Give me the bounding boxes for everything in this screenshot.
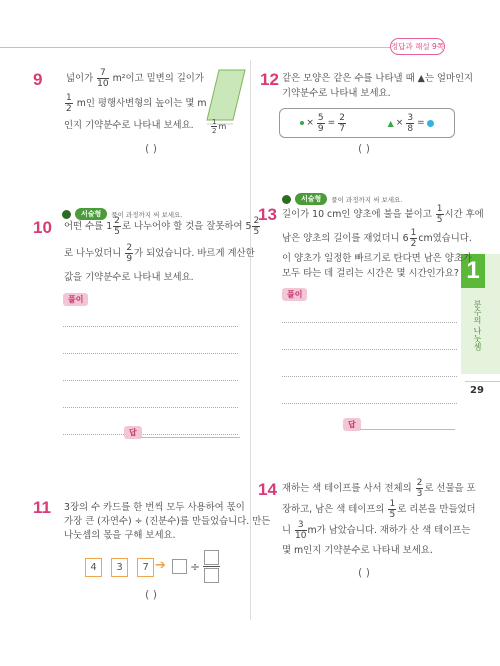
- question-number: 13: [258, 205, 277, 224]
- question-text: 장하고, 남은 색 테이프의 $\frac{1}{5}$ 로 리본을 만들었더: [282, 499, 476, 520]
- answer-label: 답: [124, 426, 142, 439]
- question-text: 로 나누었더니 $\frac{2}{9}$ 가 되었습니다. 바르게 계산한: [64, 243, 255, 264]
- triangle-icon: ▲: [387, 118, 394, 128]
- number-card[interactable]: 3: [111, 558, 128, 577]
- page-number-rule: [465, 381, 500, 382]
- question-number: 11: [33, 498, 51, 517]
- solution-lines[interactable]: [282, 296, 457, 404]
- answer-blank[interactable]: ( ): [145, 142, 158, 155]
- question-text: 인지 기약분수로 나타내 보세요.: [64, 120, 194, 131]
- answer-line[interactable]: [360, 429, 455, 430]
- answer-label: 답: [343, 418, 361, 431]
- answer-line[interactable]: [140, 437, 240, 438]
- question-text: 모두 타는 데 걸리는 시간은 몇 시간인가요?: [282, 268, 459, 279]
- question-text: $\frac{1}{2}$ m인 평행사변형의 높이는 몇 m: [66, 93, 207, 114]
- solution-label: 풀이: [63, 293, 88, 306]
- equation-box: [279, 108, 455, 138]
- question-number: 9: [33, 70, 43, 89]
- question-text: 어떤 수를 1 $\frac{2}{5}$ 로 나누어야 할 것을 잘못하여 5 $\frac{2}{5}$: [64, 216, 260, 237]
- numerator-box[interactable]: [204, 550, 219, 565]
- denominator-box[interactable]: [204, 568, 219, 583]
- circle-icon: [427, 120, 434, 127]
- arrow-icon: ➔: [155, 558, 166, 573]
- equation-1: × $\frac{5}{9}$ = $\frac{2}{7}$: [300, 113, 347, 134]
- question-text: 남은 양초의 길이를 재었더니 6 $\frac{1}{2}$ cm였습니다.: [282, 228, 472, 249]
- question-text: 재하는 색 테이프를 사서 전체의 $\frac{2}{3}$ 로 선물을 포: [282, 478, 476, 499]
- descriptive-badge: 서술형 풀이 과정까지 써 보세요.: [282, 193, 402, 205]
- figure-label: $\frac{1}{2}$ m: [212, 118, 227, 135]
- question-text: 가장 큰 (자연수) ÷ (진분수)를 만들었습니다. 만든: [64, 516, 271, 527]
- answer-blank[interactable]: ( ): [358, 142, 371, 155]
- question-number: 14: [258, 480, 277, 499]
- number-card[interactable]: 4: [85, 558, 102, 577]
- question-number: 12: [260, 70, 279, 89]
- question-text: 3장의 수 카드를 한 번씩 모두 사용하여 몫이: [64, 502, 245, 513]
- question-text: 넓이가 $\frac{7}{10}$ m²이고 밑변의 길이가: [66, 68, 204, 89]
- natural-number-box[interactable]: [172, 559, 187, 574]
- answer-blank[interactable]: ( ): [145, 588, 158, 601]
- division-template: ÷: [172, 550, 220, 583]
- robot-icon: [282, 195, 291, 204]
- question-text: 니 $\frac{3}{10}$ m가 남았습니다. 재하가 산 색 테이프는: [282, 520, 471, 541]
- answer-blank[interactable]: ( ): [358, 566, 371, 579]
- question-text: 길이가 10 cm인 양초에 불을 붙이고 $\frac{1}{5}$ 시간 후에: [282, 204, 484, 225]
- question-text: 몇 m인지 기약분수로 나타내 보세요.: [282, 545, 433, 556]
- equation-2: ▲ × $\frac{3}{8}$ =: [388, 113, 434, 134]
- chapter-number: 1: [461, 254, 485, 288]
- question-text: 이 양초가 일정한 빠르기로 탄다면 남은 양초가: [282, 253, 472, 264]
- question-text: 값을 기약분수로 나타내 보세요.: [64, 272, 194, 283]
- question-text: 같은 모양은 같은 수를 나타낼 때 ▲는 얼마인지: [282, 73, 474, 84]
- dot-icon: [300, 121, 304, 125]
- question-text: 나눗셈의 몫을 구해 보세요.: [64, 530, 176, 541]
- number-cards: [85, 555, 158, 577]
- solution-lines[interactable]: [63, 300, 238, 435]
- answer-reference-tag: 정답과 해설 9쪽: [390, 38, 445, 55]
- solution-label: 풀이: [282, 288, 307, 301]
- column-divider: [250, 60, 251, 620]
- number-card[interactable]: 7: [137, 558, 154, 577]
- question-number: 10: [33, 218, 52, 237]
- header-rule: [0, 47, 440, 48]
- descriptive-badge: 서술형 풀이 과정까지 써 보세요.: [62, 208, 182, 220]
- chapter-title: 분수의 나눗셈: [473, 300, 482, 351]
- question-text: 기약분수로 나타내 보세요.: [282, 88, 391, 99]
- page-number: 29: [470, 385, 484, 396]
